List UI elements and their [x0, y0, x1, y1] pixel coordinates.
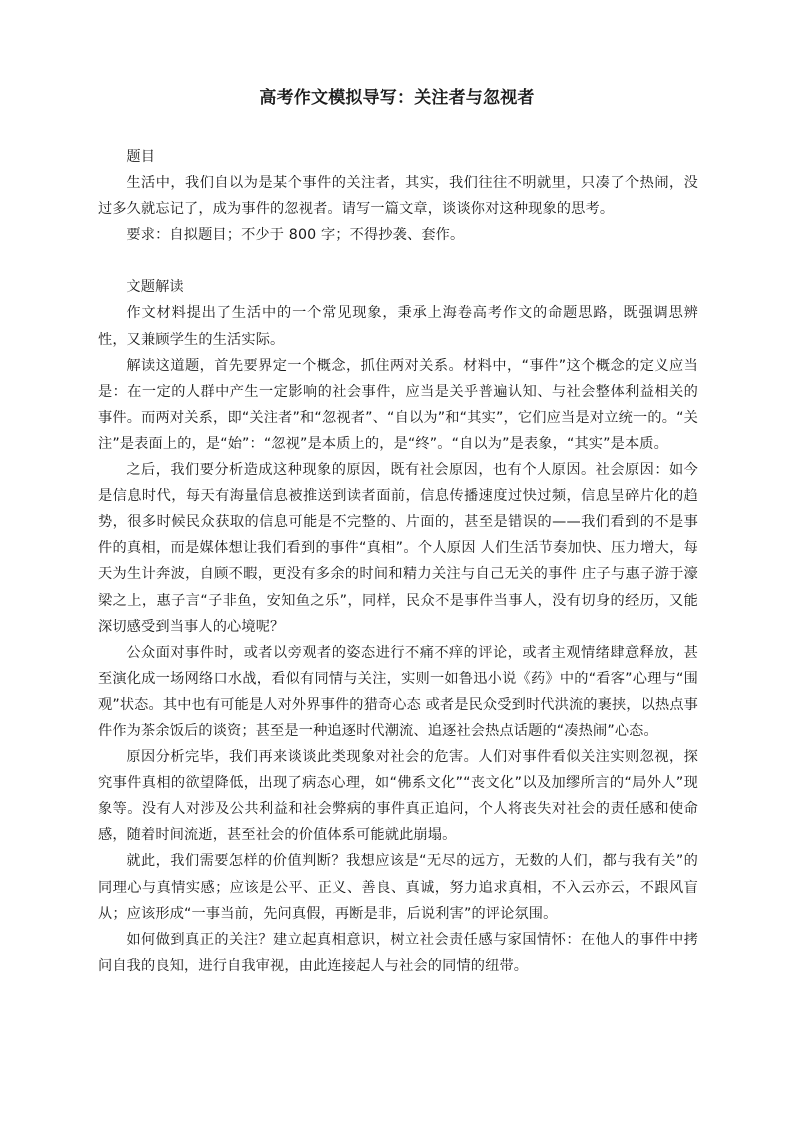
paragraph-analysis-3: 之后，我们要分析造成这种现象的原因，既有社会原因，也有个人原因。社会原因：如今是信息时代，每天有海量信息被推送到读者面前，信息传播速度过快过频，信息呈碎片化的趋势，很多时候民众获取的信息可能是不完整的、片面的，甚至是错误的——我们看到的不是事件的真相，而是媒体想让我们看到的事件“真相”。个人原因 人们生活节奏加快、压力增大，每天为生计奔波，自顾不暇，更没有多余的时间和精力关注与自己无关的事件 庄子与惠子游于濠梁之上，惠子言“子非鱼，安知鱼之乐”，同样，民众不是事件当事人，没有切身的经历，又能深切感受到当事人的心境呢？	[98, 462, 698, 635]
document-body	[98, 144, 698, 979]
document-title: 高考作文模拟导写：关注者与忽视者	[259, 88, 535, 108]
paragraph-analysis-6: 就此，我们需要怎样的价值判断？我想应该是“无尽的远方，无数的人们，都与我有关”的同理心与真情实感；应该是公平、正义、善良、真诚，努力追求真相，不入云亦云，不跟风盲从；应该形成“一事当前，先问真假，再断是非，后说利害”的评论氛围。	[98, 853, 698, 922]
paragraph-topic-requirements: 要求：自拟题目；不少于 800 字；不得抄袭、套作。	[126, 227, 465, 244]
paragraph-topic-text: 生活中，我们自以为是某个事件的关注者，其实，我们往往不明就里，只凑了个热闹，没过多久就忘记了，成为事件的忽视者。请写一篇文章，谈谈你对这种现象的思考。	[98, 175, 698, 218]
section-spacer	[98, 248, 698, 274]
paragraph-analysis-5: 原因分析完毕，我们再来谈谈此类现象对社会的危害。人们对事件看似关注实则忽视，探究事件真相的欲望降低，出现了病态心理，如“佛系文化”“丧文化”以及加缪所言的“局外人”现象等。没有人对涉及公共利益和社会弊病的事件真正追问，个人将丧失对社会的责任感和使命感，随着时间流逝，甚至社会的价值体系可能就此崩塌。	[98, 749, 698, 844]
section-heading-analysis: 文题解读	[126, 279, 184, 296]
paragraph-analysis-1: 作文材料提出了生活中的一个常见现象，秉承上海卷高考作文的命题思路，既强调思辨性，又兼顾学生的生活实际。	[98, 305, 698, 348]
section-heading-topic: 题目	[126, 149, 156, 165]
paragraph-analysis-4: 公众面对事件时，或者以旁观者的姿态进行不痛不痒的评论，或者主观情绪肆意释放，甚至演化成一场网络口水战，看似有同情与关注，实则一如鲁迅小说《药》中的“看客”心理与“围观”状态。其中也有可能是人对外界事件的猎奇心态 或者是民众受到时代洪流的裹挟，以热点事件作为茶余饭后的谈资；甚至是一种追逐时代潮流、追逐社会热点话题的“凑热闹”心态。	[98, 644, 699, 739]
paragraph-analysis-7: 如何做到真正的关注？建立起真相意识，树立社会责任感与家国情怀：在他人的事件中拷问自我的良知，进行自我审视，由此连接起人与社会的同情的纽带。	[98, 931, 698, 974]
paragraph-analysis-2: 解读这道题，首先要界定一个概念，抓住两对关系。材料中，“事件”这个概念的定义应当是：在一定的人群中产生一定影响的社会事件，应当是关乎普遍认知、与社会整体利益相关的事件。而两对关系，即“关注者”和“忽视者”、“自以为”和“其实”，它们应当是对立统一的。“关注”是表面上的，是“始”：“忽视”是本质上的，是“终”。“自以为”是表象，“其实”是本质。	[98, 357, 698, 452]
